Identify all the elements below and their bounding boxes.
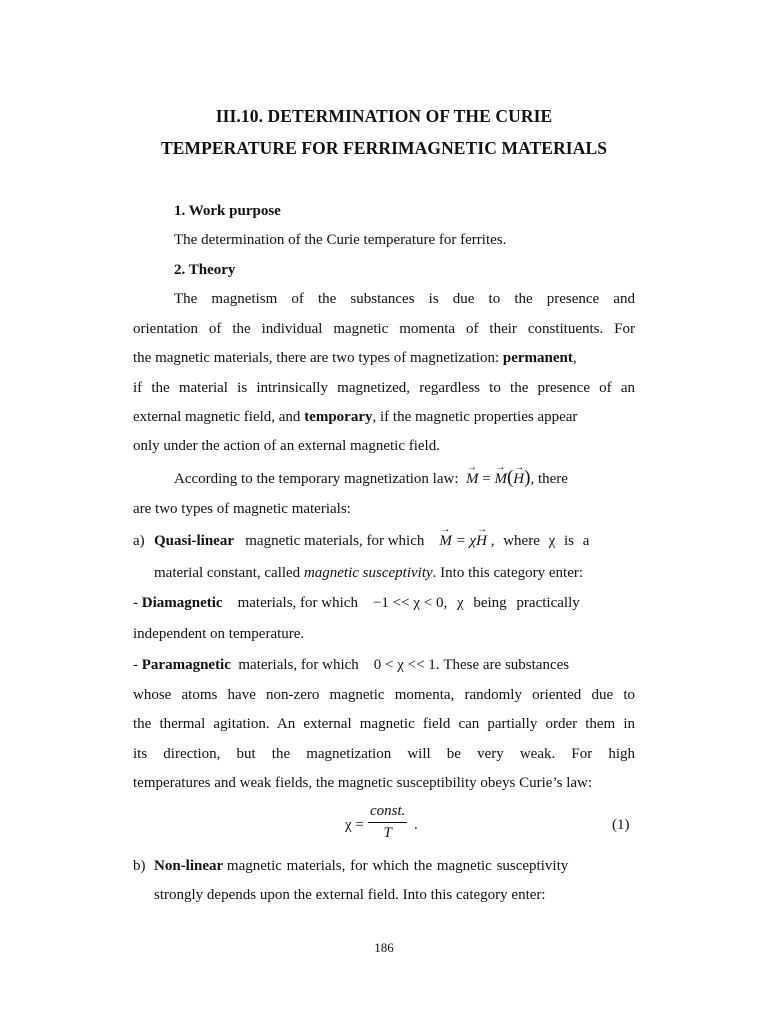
item-b-marker: b) [133, 858, 146, 874]
theory-p1-line5 [133, 408, 577, 426]
eq1-lhs: χ = [345, 817, 364, 833]
eq1-fraction [368, 803, 407, 842]
paramagnetic-line4: its direction, but the magnetization will be very weak. For high [133, 746, 635, 762]
theory-p1-line3-comma: , [572, 350, 577, 366]
eq1-number: (1) [612, 817, 630, 833]
vector-H-a: → H [476, 532, 487, 550]
item-a-line1 [154, 532, 635, 550]
term-temporary: temporary [304, 409, 373, 425]
vector-H: → H [513, 470, 524, 488]
paramagnetic-line5: temperatures and weak fields, the magnetic susceptibility obeys Curie’s law: [133, 775, 593, 791]
para-equation: 0 < χ << 1 [373, 657, 436, 673]
eq-equals: = [478, 471, 495, 487]
eq1-numerator: const. [368, 803, 407, 823]
section-2-heading: 2. Theory [174, 262, 236, 278]
theory-p1-line3 [133, 349, 577, 367]
theory-p1-line1: The magnetism of the substances is due to the presence and [174, 291, 635, 307]
item-a-line2 [154, 564, 583, 582]
dia-dash: - [133, 595, 138, 611]
para-text: materials, for which [238, 657, 359, 673]
para-rest: . These are substances [435, 657, 570, 673]
term-quasi-linear: Quasi-linear [154, 533, 235, 549]
term-permanent: permanent [502, 350, 573, 366]
dia-rest: , χ being practically [443, 595, 580, 611]
paramagnetic-line2: whose atoms have non-zero magnetic momenta, randomly oriented due to [133, 687, 635, 703]
theory-p2-line1 [174, 469, 568, 488]
theory-p1-line5-rest: , if the magnetic properties appear [372, 409, 578, 425]
theory-p1-line5-text: external magnetic field, and [133, 409, 301, 425]
title-line-2: TEMPERATURE FOR FERRIMAGNETIC MATERIALS [160, 138, 608, 158]
vector-M: → M [466, 470, 479, 488]
theory-p1-line6: only under the action of an external magnetic field. [133, 438, 440, 454]
dia-text: materials, for which [237, 595, 358, 611]
para-dash: - [133, 657, 138, 673]
paren-open: ( [506, 467, 514, 488]
theory-p1-line3-text: the magnetic materials, there are two types of magnetization: [133, 350, 500, 366]
item-a-marker: a) [133, 533, 145, 549]
item-b-line1-text: magnetic materials, for which the magnetic susceptivity [226, 858, 569, 874]
eq-chi: = χ [451, 533, 477, 549]
diamagnetic-line1 [133, 594, 635, 612]
eq1-dot: . [414, 817, 418, 833]
paren-close: ) [524, 467, 531, 488]
item-a-line1-rest: , where χ is a [490, 533, 590, 549]
term-diamagnetic: Diamagnetic [141, 595, 223, 611]
vector-M-a: → M [439, 532, 452, 550]
item-a-line2-rest: . Into this category enter: [432, 565, 584, 581]
paramagnetic-line1 [133, 656, 635, 674]
section-1-text: The determination of the Curie temperature for ferrites. [174, 232, 507, 248]
item-a-line1-text: magnetic materials, for which [245, 533, 425, 549]
item-a-line2-text: material constant, called [154, 565, 301, 581]
theory-p2-line2: are two types of magnetic materials: [133, 501, 351, 517]
eq1-denominator: T [383, 825, 392, 841]
term-non-linear: Non-linear [154, 858, 224, 874]
section-1-heading: 1. Work purpose [174, 203, 281, 219]
vector-M-rhs: → M [494, 470, 507, 488]
theory-p2-line1-rest: , there [530, 471, 568, 487]
item-b-line2: strongly depends upon the external field. Into this category enter: [154, 887, 546, 903]
item-b-line1 [154, 857, 635, 875]
page-number: 186 [374, 940, 394, 955]
paramagnetic-line3: the thermal agitation. An external magnetic field can partially order them in [133, 716, 635, 732]
diamagnetic-line2: independent on temperature. [133, 626, 305, 642]
dia-equation: −1 << χ < 0 [372, 595, 444, 611]
theory-p1-line4: if the material is intrinsically magnetized, regardless to the presence of an [133, 380, 635, 396]
term-magnetic-susceptivity: magnetic susceptivity [303, 565, 433, 581]
theory-p1-line2: orientation of the individual magnetic momenta of their constituents. For [133, 321, 635, 337]
term-paramagnetic: Paramagnetic [141, 657, 231, 673]
theory-p2-line1-text: According to the temporary magnetization law: [174, 471, 459, 487]
title-line-1: III.10. DETERMINATION OF THE CURIE [215, 106, 553, 126]
